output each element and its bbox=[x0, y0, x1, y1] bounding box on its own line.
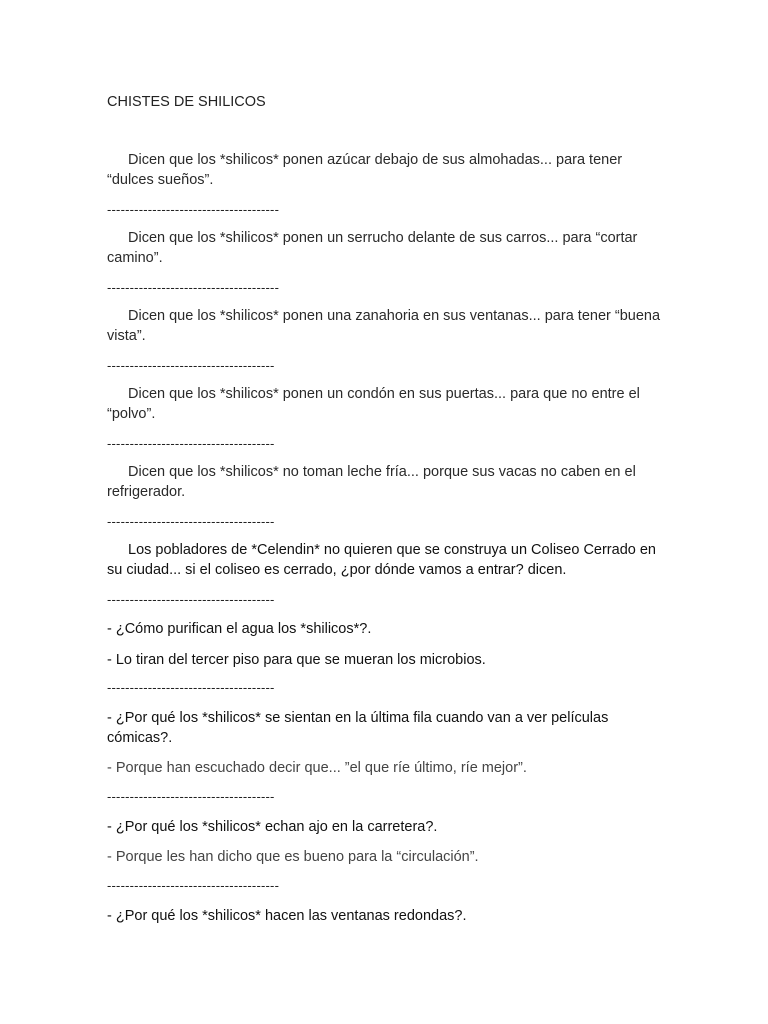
separator: ------------------------------------- bbox=[107, 788, 275, 804]
question: - ¿Cómo purifican el agua los *shilicos*?. bbox=[107, 621, 372, 637]
separator: -------------------------------------- bbox=[107, 877, 280, 893]
question: - ¿Por qué los *shilicos* se sientan en la última fila cuando van a ver películas cómicas?. bbox=[107, 710, 609, 746]
joke-paragraph: Dicen que los *shilicos* no toman leche fría... porque sus vacas no caben en el refrigerador. bbox=[107, 464, 636, 500]
separator: ------------------------------------- bbox=[107, 592, 275, 607]
answer: - Lo tiran del tercer piso para que se mueran los microbios. bbox=[107, 651, 486, 668]
separator: ------------------------------------- bbox=[107, 436, 275, 451]
answer: - Porque han escuchado decir que... ”el que ríe último, ríe mejor”. bbox=[107, 760, 527, 776]
separator: -------------------------------------- bbox=[107, 280, 280, 295]
joke-paragraph: Los pobladores de *Celendin* no quieren que se construya un Coliseo Cerrado en su ciudad... si el coliseo es cerrado, ¿por dónde vamos a entrar? dicen. bbox=[107, 542, 656, 578]
joke-paragraph: Dicen que los *shilicos* ponen un serrucho delante de sus carros... para “cortar camino”. bbox=[107, 230, 638, 266]
joke-paragraph: Dicen que los *shilicos* ponen una zanahoria en sus ventanas... para tener “buena vista”. bbox=[107, 308, 661, 344]
separator: -------------------------------------- bbox=[107, 202, 280, 217]
separator: ------------------------------------- bbox=[107, 514, 275, 529]
page-title: CHISTES DE SHILICOS bbox=[107, 94, 266, 110]
joke-paragraph: Dicen que los *shilicos* ponen un condón en sus puertas... para que no entre el “polvo”. bbox=[107, 386, 640, 422]
answer: - Porque les han dicho que es bueno para la “circulación”. bbox=[107, 849, 479, 865]
question: - ¿Por qué los *shilicos* hacen las ventanas redondas?. bbox=[107, 907, 467, 924]
joke-paragraph: Dicen que los *shilicos* ponen azúcar debajo de sus almohadas... para tener “dulces sueños”. bbox=[107, 152, 623, 188]
separator: ------------------------------------- bbox=[107, 358, 275, 373]
question: - ¿Por qué los *shilicos* echan ajo en la carretera?. bbox=[107, 818, 438, 835]
separator: ------------------------------------- bbox=[107, 680, 275, 695]
